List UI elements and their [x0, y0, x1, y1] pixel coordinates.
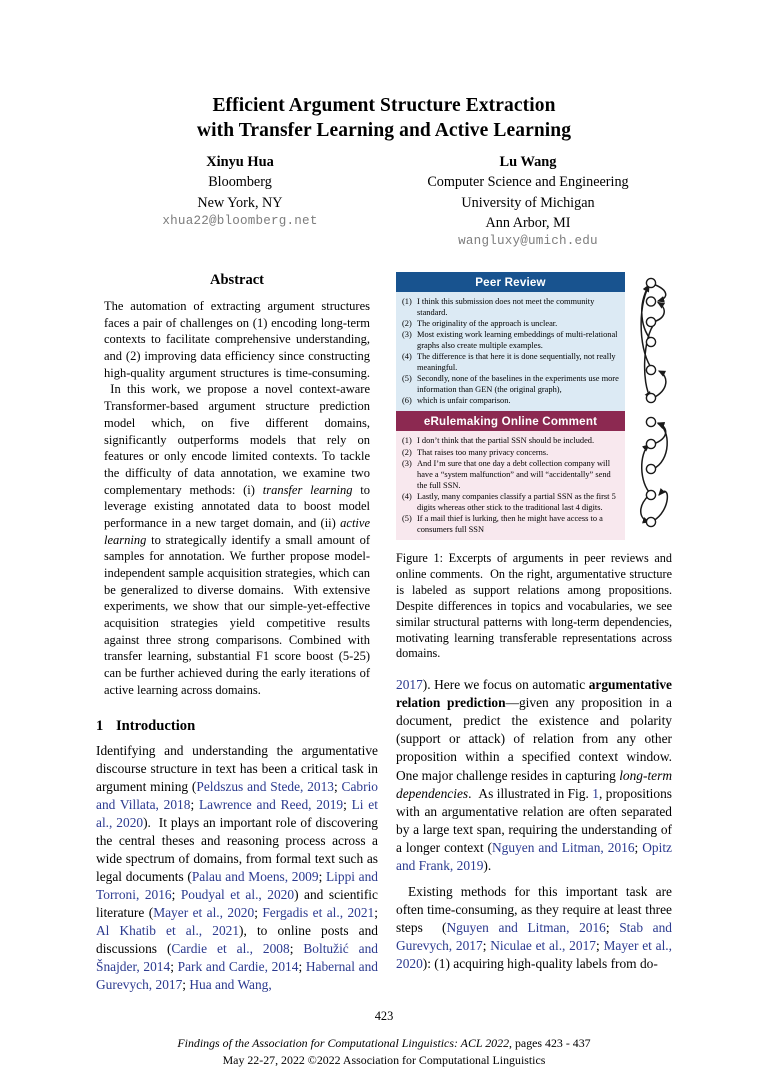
proposition-text: I think this submission does not meet the community standard. — [417, 297, 595, 318]
proposition-node — [646, 317, 655, 326]
right-column — [396, 272, 672, 973]
peer-review-row — [396, 272, 672, 411]
arc-diagram-svg — [625, 411, 672, 536]
proposition-number: (2) — [402, 319, 412, 329]
proposition — [400, 447, 619, 458]
author-institution: University of Michigan — [461, 194, 595, 211]
proposition-text: Most existing work learning embeddings of multi-relational graphs also create multiple examples. — [417, 330, 618, 351]
erulemaking-row — [396, 411, 672, 539]
author-block — [96, 152, 672, 251]
proposition-number: (4) — [402, 491, 412, 501]
author-location: Ann Arbor, MI — [485, 214, 571, 231]
footer-venue-line — [0, 1035, 768, 1052]
proposition — [400, 458, 619, 491]
proposition-number: (5) — [402, 513, 412, 523]
proposition-number: (5) — [402, 374, 412, 384]
proposition — [400, 351, 619, 373]
abstract-heading: Abstract — [210, 272, 264, 288]
proposition-node — [646, 465, 655, 474]
title-line-1: Efficient Argument Structure Extraction — [212, 95, 556, 116]
footer-copyright: May 22-27, 2022 ©2022 Association for Computational Linguistics — [222, 1052, 546, 1067]
peer-review-arc-diagram — [625, 272, 672, 411]
proposition-node — [646, 297, 655, 306]
proposition — [400, 373, 619, 395]
page-number: 423 — [374, 1009, 394, 1023]
proposition-text: I don’t think that the partial SSN should be included. — [417, 436, 595, 446]
footer — [0, 1035, 768, 1069]
abstract-text: The automation of extracting argument structures faces a pair of challenges on (1) encoding long-term contexts to facilitate comprehensive understanding, and (2) improving data efficiency since constructing high-quality argument structures is time-consuming. In this work, we propose a novel context-aware Transformer-based argument structure prediction model which, on five different domains, significantly outperforms models that rely on features or only encode limited contexts. To tackle the difficulty of data annotation, we examine two complementary methods: (i) transfer learning to leverage existing annotated data to boost model performance in a new target domain, and (ii) active learning to strategically identify a small amount of samples for annotation. We further propose model-independent sample acquisition strategies, which can be generalized to diverse domains. With extensive experiments, we show that our simple-yet-effective acquisition strategies yield competitive results against three strong comparisons. Combined with transfer learning, substantial F1 score boost (5-25) can be further achieved during the early iterations of active learning across domains. — [104, 299, 370, 697]
author-email: wangluxy@umich.edu — [458, 233, 598, 248]
author-location: New York, NY — [197, 194, 283, 211]
proposition-node — [646, 278, 655, 287]
title-block — [96, 94, 672, 144]
proposition-number: (1) — [402, 297, 412, 306]
left-column — [96, 272, 378, 994]
proposition-number: (3) — [402, 330, 412, 340]
proposition-number: (2) — [402, 447, 412, 457]
erulemaking-arc-diagram — [625, 411, 672, 539]
peer-review-header: Peer Review — [396, 272, 625, 292]
proposition-text: Secondly, none of the baselines in the experiments use more information than GEN (the original graph), — [417, 374, 619, 395]
author-name: Lu Wang — [499, 154, 557, 170]
proposition-node — [646, 393, 655, 402]
proposition-text: That raises too many privacy concerns. — [417, 447, 549, 457]
author-column-1 — [96, 152, 384, 251]
proposition-text: Lastly, many companies classify a partial SSN as the first 5 digits whereas other stick to the traditional last 4 digits. — [417, 491, 616, 512]
proposition-number: (6) — [402, 396, 412, 406]
erulemaking-propositions — [396, 431, 625, 539]
proposition-node — [646, 440, 655, 449]
arc-diagram-svg — [625, 272, 672, 412]
proposition-node — [646, 418, 655, 427]
proposition-number: (1) — [402, 436, 412, 446]
proposition-node — [646, 491, 655, 500]
proposition — [400, 318, 619, 329]
proposition — [400, 435, 619, 446]
footer-pages: , pages 423 - 437 — [509, 1036, 591, 1050]
peer-review-box — [396, 272, 625, 411]
section-title: Introduction — [116, 717, 196, 734]
section-number: 1 — [96, 717, 104, 734]
proposition-text: The difference is that here it is done sequentially, not really meaningful. — [417, 352, 616, 373]
proposition-node — [646, 337, 655, 346]
proposition — [400, 296, 619, 318]
proposition-number: (4) — [402, 352, 412, 362]
proposition — [400, 395, 619, 406]
intro-paragraph-2: Existing methods for this important task are often time-consuming, as they require at least three steps (Nguyen and Litman, 2016; Stab and Gurevych, 2017; Niculae et al., 2017; Mayer et al., 2020): (1) acquiring high-quality labels from do- — [396, 883, 672, 971]
section-heading-introduction — [96, 718, 378, 735]
proposition — [400, 329, 619, 351]
author-affiliation: Computer Science and Engineering — [427, 174, 629, 191]
proposition — [400, 491, 619, 513]
erulemaking-box — [396, 411, 625, 539]
intro-paragraph-1: Identifying and understanding the argumentative discourse structure in text has been a critical task in argument mining (Peldszus and Stede, 2013; Cabrio and Villata, 2018; Lawrence and Reed, 2019; Li et al., 2020). It plays an important role of discovering the central theses and reasoning process across a wide spectrum of domains, from formal text such as legal documents (Palau and Moens, 2009; Lippi and Torroni, 2016; Poudyal et al., 2020) and scientific literature (Mayer et al., 2020; Fergadis et al., 2021; Al Khatib et al., 2021), to online posts and discussions (Cardie et al., 2008; Boltužić and Šnajder, 2014; Park and Cardie, 2014; Habernal and Gurevych, 2017; Hua and Wang, — [96, 742, 379, 992]
proposition-number: (3) — [402, 458, 412, 468]
proposition-text: which is unfair comparison. — [417, 396, 511, 406]
proposition-node — [646, 365, 655, 374]
intro-paragraph-1-continued: 2017). Here we focus on automatic argumentative relation prediction—given any proposition in a document, predict the existence and polarity (support or attack) of relation from any other proposition within a specified context window. One major challenge resides in capturing long-term dependencies. As illustrated in Fig. 1, propositions with an argumentative relation are often separated by a large text span, requiring the understanding of a longer context (Nguyen and Litman, 2016; Opitz and Frank, 2019). — [396, 677, 672, 873]
peer-review-propositions — [396, 292, 625, 411]
page-title — [96, 94, 672, 144]
proposition-text: The originality of the approach is unclear. — [417, 319, 558, 329]
proposition-text: And I’m sure that one day a debt collection company will have a “system malfunction” and will “accidentally” send the full SSN. — [417, 458, 611, 490]
proposition-text: If a mail thief is lurking, then he might have access to a consumers full SSN — [417, 513, 603, 534]
author-name: Xinyu Hua — [206, 154, 274, 170]
author-column-2 — [384, 152, 672, 251]
figure-caption: Figure 1: Excerpts of arguments in peer reviews and online comments. On the right, argumentative structure is labeled as support relations among propositions. Despite differences in topics and vocabularies, we see similar structural patterns with long-term dependencies, motivating learning transferable representations across domains. — [396, 550, 672, 661]
footer-venue: Findings of the Association for Computational Linguistics: ACL 2022 — [177, 1036, 510, 1050]
proposition-node — [646, 518, 655, 527]
figure-1 — [396, 272, 672, 662]
proposition — [400, 513, 619, 535]
author-email: xhua22@bloomberg.net — [162, 213, 318, 228]
erulemaking-header: eRulemaking Online Comment — [396, 411, 625, 431]
title-line-2: with Transfer Learning and Active Learning — [196, 119, 572, 141]
author-affiliation: Bloomberg — [208, 174, 272, 191]
